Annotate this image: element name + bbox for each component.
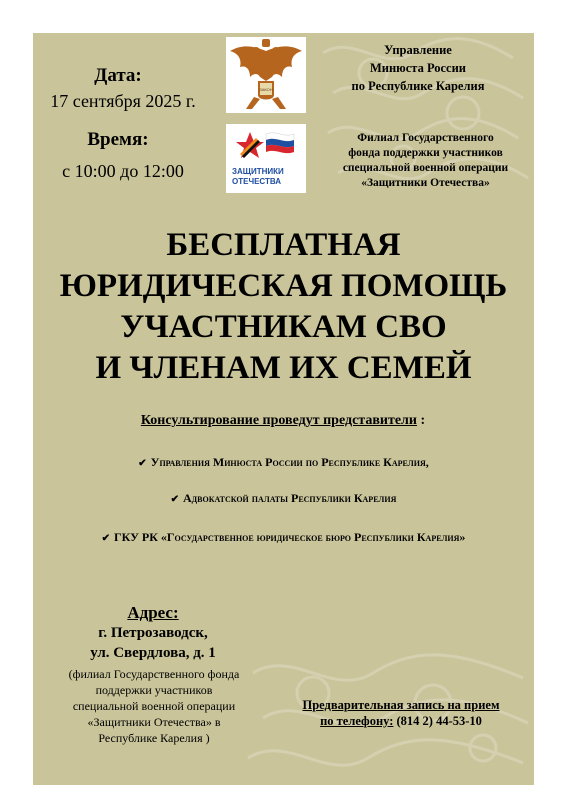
- appointment-phone: (814 2) 44-53-10: [393, 714, 482, 728]
- double-headed-eagle-icon: [226, 37, 306, 113]
- address-label: Адрес:: [127, 603, 179, 622]
- defenders-fund-logo: [226, 124, 306, 193]
- address-street: ул. Свердлова, д. 1: [90, 645, 216, 661]
- headline: [33, 225, 534, 389]
- appointment-line1: Предварительная запись на прием: [302, 698, 500, 712]
- address-note-line3: специальной военной операции: [72, 699, 236, 713]
- date-value: 17 сентября 2025 г.: [50, 91, 196, 111]
- address-city: г. Петрозаводск,: [98, 625, 208, 641]
- poster: [33, 33, 534, 785]
- representative-item: [38, 530, 529, 545]
- ministry-line1: Управление: [384, 43, 452, 57]
- consultation-heading-text: Консультирование проведут представители: [140, 413, 417, 428]
- ministry-organizer: [333, 41, 503, 95]
- fund-line2: фонда поддержки участников: [348, 147, 503, 159]
- defenders-text-line2: ОТЕЧЕСТВА: [232, 177, 282, 186]
- headline-line3: УЧАСТНИКАМ СВО: [120, 309, 447, 345]
- appointment-line2: [271, 713, 531, 729]
- time-value: с 10:00 до 12:00: [62, 161, 184, 181]
- consultation-heading: [93, 413, 473, 429]
- consultation-heading-suffix: :: [416, 413, 426, 428]
- headline-line1: БЕСПЛАТНАЯ: [166, 227, 401, 263]
- fund-line1: Филиал Государственного: [357, 132, 494, 144]
- appointment-info: [271, 697, 531, 729]
- address-note-line4: «Защитники Отечества» в: [87, 715, 221, 729]
- representative-item: [73, 491, 494, 506]
- address-note-line5: Республике Карелия ): [98, 731, 210, 745]
- date-label: Дата:: [94, 65, 142, 86]
- emblem-text: ЗАКОН: [259, 87, 273, 92]
- representative-item: [53, 455, 514, 470]
- check-icon: ✔: [170, 494, 179, 505]
- ministry-emblem-logo: [226, 37, 306, 113]
- fund-organizer: [323, 131, 528, 191]
- representative-text: Адвокатской палаты Республики Карелия: [183, 491, 397, 505]
- appointment-phone-prefix: по телефону:: [320, 714, 394, 728]
- headline-line2: ЮРИДИЧЕСКАЯ ПОМОЩЬ: [59, 268, 508, 304]
- check-icon: ✔: [138, 458, 147, 469]
- star-flag-icon: [226, 124, 306, 193]
- representative-text: Управления Минюста России по Республике Карелия,: [150, 455, 429, 469]
- ministry-line2: Минюста России: [369, 61, 467, 75]
- check-icon: ✔: [101, 533, 110, 544]
- address-note-line1: (филиал Государственного фонда: [68, 667, 240, 681]
- time-label: Время:: [87, 129, 149, 150]
- ministry-line3: по Республике Карелия: [351, 79, 485, 93]
- fund-line4: «Защитники Отечества»: [361, 177, 490, 189]
- address-note-line2: поддержки участников: [95, 683, 213, 697]
- headline-line4: И ЧЛЕНАМ ИХ СЕМЕЙ: [95, 350, 472, 386]
- representative-text: ГКУ РК «Государственное юридическое бюро Республики Карелия»: [113, 530, 466, 544]
- defenders-text-line1: ЗАЩИТНИКИ: [232, 167, 284, 176]
- fund-line3: специальной военной операции: [342, 162, 509, 174]
- address-note: [38, 666, 270, 746]
